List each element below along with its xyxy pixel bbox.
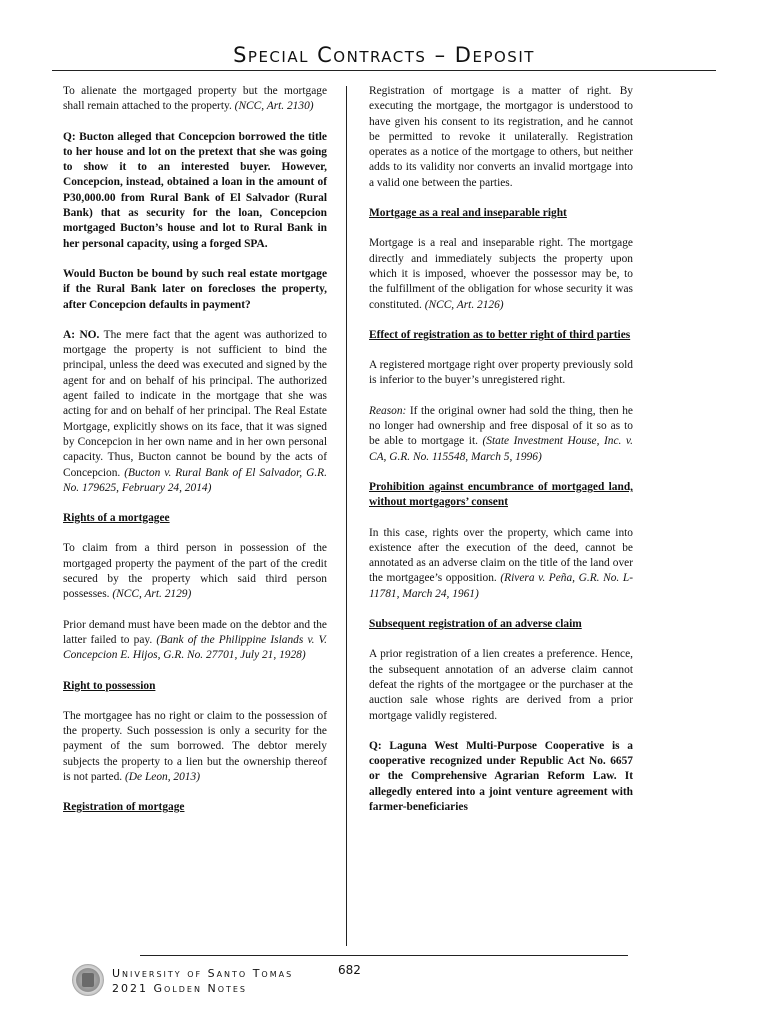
page-header (52, 40, 716, 70)
university-seal-icon (72, 964, 104, 996)
citation: (State Investment House, Inc. v. CA, G.R. No. 115548, March 5, 1996) (369, 435, 633, 463)
reason-text: If the original owner had sold the thing, then he no longer had ownership and free disposal of it so as to be able to mortgage it. (369, 404, 633, 448)
citation: (De Leon, 2013) (125, 770, 200, 783)
paragraph: A prior registration of a lien creates a preference. Hence, the subsequent annotation of an adverse claim cannot defeat the rights of the mortgagee or the purchaser at the auction sale whose rights are derived from a prior mortgage validly registered. (369, 648, 633, 722)
footer-branding (112, 966, 293, 996)
section-heading: Subsequent registration of an adverse claim (369, 618, 582, 631)
citation: (NCC, Art. 2126) (424, 298, 504, 311)
section-heading: Rights of a mortgagee (63, 512, 170, 525)
paragraph: Registration of mortgage is a matter of right. By executing the mortgage, the mortgagor is understood to have given his consent to its registration, and he cannot be permitted to revoke it unilaterally. Registration operates as a notice of the mortgage to others, but neither adds to its validity nor converts an invalid mortgage into a valid one between the parties. (369, 85, 633, 189)
footer-rule (140, 955, 628, 956)
paragraph-text: In this case, rights over the property, which came into existence after the execution of the deed, cannot be annotated as an adverse claim on the title of the land over the mortgagee’s opposition. (369, 526, 633, 585)
paragraph (63, 709, 327, 785)
question: Would Bucton be bound by such real estate mortgage if the Rural Bank later on forecloses the property, after Concepcion defaults in payment? (63, 267, 327, 311)
question: Q: Laguna West Multi-Purpose Cooperative is a cooperative recognized under Republic Act No. 6657 or the Comprehensive Agrarian Reform Law. It allegedly entered into a joint venture agreement with farmer-beneficiaries (369, 739, 633, 813)
citation: (NCC, Art. 2130) (234, 100, 314, 113)
left-column (63, 84, 327, 831)
question: Q: Bucton alleged that Concepcion borrowed the title to her house and lot on the pretext that she was going to show it to an interested buyer. However, Concepcion, instead, obtained a loan in the amount of P30,000.00 from Rural Bank of El Salvador (Rural Bank) that as security for the loan, Concepcion mortgaged Bucton’s house and lot to Rural Bank in her personal capacity, using a forged SPA. (63, 130, 327, 250)
page-title: Special Contracts – Deposit (233, 43, 535, 67)
answer-text: The mere fact that the agent was authorized to mortgage the property is not sufficient to bind the principal, unless the deed was executed and signed by the agent for and on behalf of his principal. The authorized agent failed to indicate in the mortgage that she was acting for and on behalf of her principal. The Real Estate Mortgage, explicitly shows on its face, that it was signed by Concepcion in her own name and in her own personal capacity. Thus, Bucton cannot be bound by the acts of Concepcion. (63, 328, 327, 479)
answer-label: A: NO. (63, 328, 100, 341)
paragraph-text: Prior demand must have been made on the debtor and the latter failed to pay. (63, 618, 327, 646)
header-rule (52, 70, 716, 71)
paragraph (369, 236, 633, 312)
paragraph (63, 541, 327, 602)
paragraph (63, 84, 327, 115)
reason-label: Reason: (369, 404, 407, 417)
citation: (NCC, Art. 2129) (112, 588, 192, 601)
section-heading: Registration of mortgage (63, 801, 185, 814)
citation: (Bank of the Philippine Islands v. V. Concepcion E. Hijos, G.R. No. 27701, July 21, 1928) (63, 633, 327, 662)
paragraph-text: To alienate the mortgaged property but the mortgage shall remain attached to the property. (63, 85, 327, 113)
paragraph: A registered mortgage right over property previously sold is inferior to the buyer’s unregistered right. (369, 359, 633, 387)
citation: (Rivera v. Peña, G.R. No. L-11781, March 24, 1961) (369, 572, 633, 600)
paragraph (369, 526, 633, 602)
answer (63, 328, 327, 496)
reason-paragraph (369, 404, 633, 465)
paragraph-text: The mortgagee has no right or claim to the possession of the property. Such possession is only a security for the payment of the sum borrowed. The debtor merely subjects the property to a lien but the ownership thereof is not parted. (63, 709, 327, 783)
column-divider (346, 86, 347, 946)
section-heading: Prohibition against encumbrance of mortgaged land, without mortgagors’ consent (369, 480, 633, 509)
page-number: 682 (338, 963, 361, 977)
university-name: University of Santo Tomas (112, 967, 294, 980)
section-heading: Right to possession (63, 679, 156, 692)
paragraph (63, 618, 327, 664)
section-heading: Effect of registration as to better right of third parties (369, 328, 631, 341)
paragraph-text: Mortgage is a real and inseparable right. The mortgage directly and immediately subjects the property upon which it is imposed, whoever the possessor may be, to the fulfillment of the obligation for whose security it was constituted. (369, 237, 633, 311)
section-heading: Mortgage as a real and inseparable right (369, 207, 567, 220)
paragraph-text: To claim from a third person in possession of the mortgaged property the payment of the part of the credit secured by the property which said third person possesses. (63, 542, 327, 601)
edition-name: 2021 Golden Notes (112, 982, 248, 995)
right-column (369, 84, 633, 830)
citation: (Bucton v. Rural Bank of El Salvador, G.R. No. 179625, February 24, 2014) (63, 466, 327, 494)
